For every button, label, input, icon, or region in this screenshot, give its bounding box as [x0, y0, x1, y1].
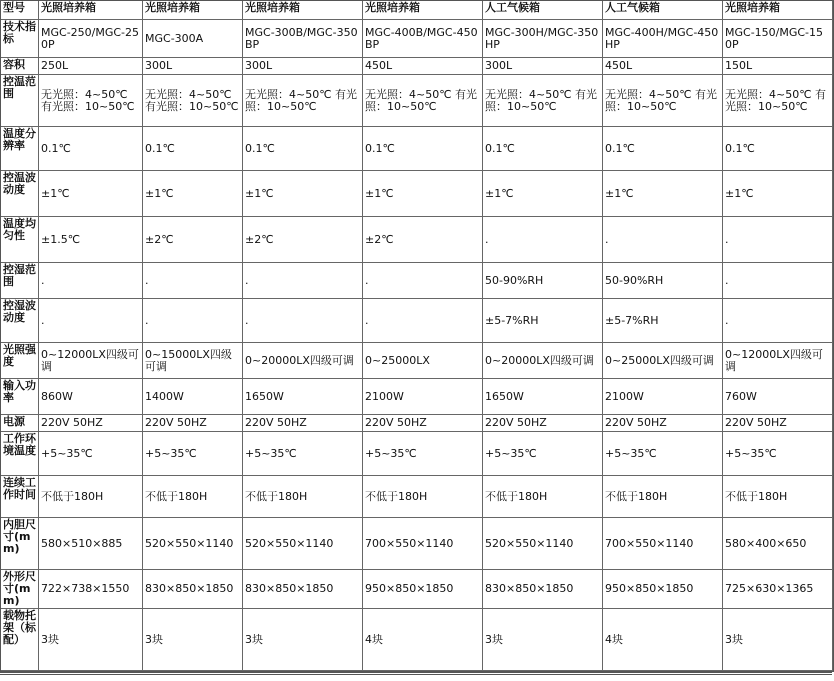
- table-cell: 0~15000LX四级可调: [143, 343, 243, 379]
- table-cell: .: [363, 299, 483, 343]
- table-cell: ±1.5℃: [39, 217, 143, 263]
- table-cell: 不低于180H: [723, 476, 833, 518]
- table-cell: 3块: [723, 609, 833, 671]
- table-cell: +5~35℃: [143, 432, 243, 476]
- table-cell: +5~35℃: [39, 432, 143, 476]
- table-cell: 220V 50HZ: [603, 415, 723, 432]
- row-label: 电源: [1, 415, 39, 432]
- table-cell: ±1℃: [363, 171, 483, 217]
- row-label: 内胆尺寸(mm): [1, 518, 39, 570]
- table-cell: 2100W: [363, 379, 483, 415]
- table-cell: 4块: [363, 609, 483, 671]
- row-label: 技术指标: [1, 20, 39, 58]
- row-label: 控湿范围: [1, 263, 39, 299]
- table-cell: 0.1℃: [603, 127, 723, 171]
- table-cell: 220V 50HZ: [723, 415, 833, 432]
- table-cell: 150L: [723, 58, 833, 75]
- table-cell: MGC-400H/MGC-450HP: [603, 20, 723, 58]
- table-cell: 无光照：4~50℃ 有光照：10~50℃: [363, 75, 483, 127]
- table-row: [1, 217, 833, 263]
- header-product-name: 光照培养箱: [363, 1, 483, 20]
- table-cell: ±5-7%RH: [603, 299, 723, 343]
- table-cell: +5~35℃: [363, 432, 483, 476]
- table-cell: .: [723, 263, 833, 299]
- table-cell: 50-90%RH: [483, 263, 603, 299]
- table-cell: .: [603, 217, 723, 263]
- table-cell: 300L: [243, 58, 363, 75]
- table-cell: 830×850×1850: [483, 570, 603, 609]
- row-label: 容积: [1, 58, 39, 75]
- table-cell: 700×550×1140: [603, 518, 723, 570]
- row-label: 载物托架（标配）: [1, 609, 39, 671]
- table-bottom-border: [0, 672, 832, 681]
- table-cell: 722×738×1550: [39, 570, 143, 609]
- table-cell: 760W: [723, 379, 833, 415]
- table-cell: 700×550×1140: [363, 518, 483, 570]
- table-cell: 520×550×1140: [483, 518, 603, 570]
- table-cell: ±5-7%RH: [483, 299, 603, 343]
- table-cell: 580×400×650: [723, 518, 833, 570]
- header-product-name: 人工气候箱: [483, 1, 603, 20]
- table-cell: +5~35℃: [483, 432, 603, 476]
- table-row: [1, 299, 833, 343]
- table-cell: 1650W: [243, 379, 363, 415]
- table-cell: ±2℃: [143, 217, 243, 263]
- header-product-name: 光照培养箱: [243, 1, 363, 20]
- table-cell: 0~25000LX: [363, 343, 483, 379]
- table-row: [1, 263, 833, 299]
- table-cell: .: [723, 217, 833, 263]
- table-cell: ±1℃: [39, 171, 143, 217]
- table-cell: MGC-250/MGC-250P: [39, 20, 143, 58]
- header-model-label: 型号: [1, 1, 39, 20]
- table-cell: 3块: [143, 609, 243, 671]
- row-label: 外形尺寸(mm): [1, 570, 39, 609]
- table-cell: .: [243, 263, 363, 299]
- table-row: [1, 609, 833, 671]
- table-cell: 无光照：4~50℃ 有光照：10~50℃: [723, 75, 833, 127]
- table-cell: 950×850×1850: [363, 570, 483, 609]
- table-cell: 无光照：4~50℃ 有光照：10~50℃: [243, 75, 363, 127]
- row-label: 工作环境温度: [1, 432, 39, 476]
- table-row: [1, 518, 833, 570]
- table-cell: 220V 50HZ: [363, 415, 483, 432]
- table-cell: 0~20000LX四级可调: [243, 343, 363, 379]
- table-cell: 0.1℃: [483, 127, 603, 171]
- table-row: [1, 343, 833, 379]
- table-cell: MGC-150/MGC-150P: [723, 20, 833, 58]
- table-cell: 0.1℃: [243, 127, 363, 171]
- table-row: [1, 75, 833, 127]
- table-cell: MGC-300B/MGC-350BP: [243, 20, 363, 58]
- table-cell: MGC-300H/MGC-350HP: [483, 20, 603, 58]
- row-label: 控湿波动度: [1, 299, 39, 343]
- table-cell: .: [39, 299, 143, 343]
- table-cell: .: [39, 263, 143, 299]
- spec-table-body: [1, 1, 833, 671]
- table-cell: 0.1℃: [723, 127, 833, 171]
- table-cell: ±1℃: [603, 171, 723, 217]
- row-label: 温度均匀性: [1, 217, 39, 263]
- table-cell: 50-90%RH: [603, 263, 723, 299]
- table-cell: 不低于180H: [603, 476, 723, 518]
- table-cell: 220V 50HZ: [483, 415, 603, 432]
- row-label: 光照强度: [1, 343, 39, 379]
- table-cell: 不低于180H: [143, 476, 243, 518]
- table-cell: 830×850×1850: [243, 570, 363, 609]
- table-cell: 725×630×1365: [723, 570, 833, 609]
- table-cell: 无光照：4~50℃ 有光照：10~50℃: [143, 75, 243, 127]
- table-cell: 450L: [603, 58, 723, 75]
- table-cell: +5~35℃: [723, 432, 833, 476]
- table-row: [1, 20, 833, 58]
- row-label: 连续工作时间: [1, 476, 39, 518]
- table-cell: 0.1℃: [39, 127, 143, 171]
- table-row: [1, 58, 833, 75]
- row-label: 温度分辨率: [1, 127, 39, 171]
- table-cell: 无光照：4~50℃ 有光照：10~50℃: [39, 75, 143, 127]
- table-row: [1, 570, 833, 609]
- table-cell: .: [143, 263, 243, 299]
- table-cell: 0~12000LX四级可调: [39, 343, 143, 379]
- table-cell: .: [483, 217, 603, 263]
- table-cell: 0~25000LX四级可调: [603, 343, 723, 379]
- table-cell: 2100W: [603, 379, 723, 415]
- table-cell: ±1℃: [143, 171, 243, 217]
- table-cell: 450L: [363, 58, 483, 75]
- table-cell: 不低于180H: [243, 476, 363, 518]
- table-cell: 830×850×1850: [143, 570, 243, 609]
- table-cell: 无光照：4~50℃ 有光照：10~50℃: [483, 75, 603, 127]
- table-cell: 3块: [243, 609, 363, 671]
- table-cell: .: [243, 299, 363, 343]
- row-label: 控温范围: [1, 75, 39, 127]
- header-row: [1, 1, 833, 20]
- table-row: [1, 432, 833, 476]
- table-cell: .: [363, 263, 483, 299]
- table-cell: 不低于180H: [483, 476, 603, 518]
- table-cell: 300L: [483, 58, 603, 75]
- table-cell: 520×550×1140: [243, 518, 363, 570]
- header-product-name: 人工气候箱: [603, 1, 723, 20]
- table-cell: 220V 50HZ: [243, 415, 363, 432]
- table-cell: 520×550×1140: [143, 518, 243, 570]
- header-product-name: 光照培养箱: [39, 1, 143, 20]
- table-cell: 0.1℃: [363, 127, 483, 171]
- table-cell: 3块: [39, 609, 143, 671]
- table-cell: 4块: [603, 609, 723, 671]
- table-cell: 0~20000LX四级可调: [483, 343, 603, 379]
- table-row: [1, 379, 833, 415]
- table-cell: ±1℃: [243, 171, 363, 217]
- table-cell: 220V 50HZ: [143, 415, 243, 432]
- table-cell: 不低于180H: [363, 476, 483, 518]
- table-cell: .: [723, 299, 833, 343]
- table-cell: 860W: [39, 379, 143, 415]
- table-cell: ±1℃: [723, 171, 833, 217]
- table-cell: 不低于180H: [39, 476, 143, 518]
- table-cell: 580×510×885: [39, 518, 143, 570]
- table-cell: 1400W: [143, 379, 243, 415]
- table-cell: 3块: [483, 609, 603, 671]
- table-row: [1, 171, 833, 217]
- row-label: 控温波动度: [1, 171, 39, 217]
- table-cell: 250L: [39, 58, 143, 75]
- table-cell: +5~35℃: [603, 432, 723, 476]
- table-cell: 0~12000LX四级可调: [723, 343, 833, 379]
- row-label: 输入功率: [1, 379, 39, 415]
- table-cell: +5~35℃: [243, 432, 363, 476]
- header-product-name: 光照培养箱: [143, 1, 243, 20]
- table-cell: 无光照：4~50℃ 有光照：10~50℃: [603, 75, 723, 127]
- table-cell: 0.1℃: [143, 127, 243, 171]
- table-cell: MGC-300A: [143, 20, 243, 58]
- table-cell: MGC-400B/MGC-450BP: [363, 20, 483, 58]
- header-product-name: 光照培养箱: [723, 1, 833, 20]
- table-cell: .: [143, 299, 243, 343]
- table-cell: 950×850×1850: [603, 570, 723, 609]
- table-row: [1, 127, 833, 171]
- table-row: [1, 415, 833, 432]
- table-cell: ±1℃: [483, 171, 603, 217]
- table-cell: ±2℃: [243, 217, 363, 263]
- table-cell: 300L: [143, 58, 243, 75]
- table-row: [1, 476, 833, 518]
- table-cell: ±2℃: [363, 217, 483, 263]
- table-cell: 220V 50HZ: [39, 415, 143, 432]
- table-cell: 1650W: [483, 379, 603, 415]
